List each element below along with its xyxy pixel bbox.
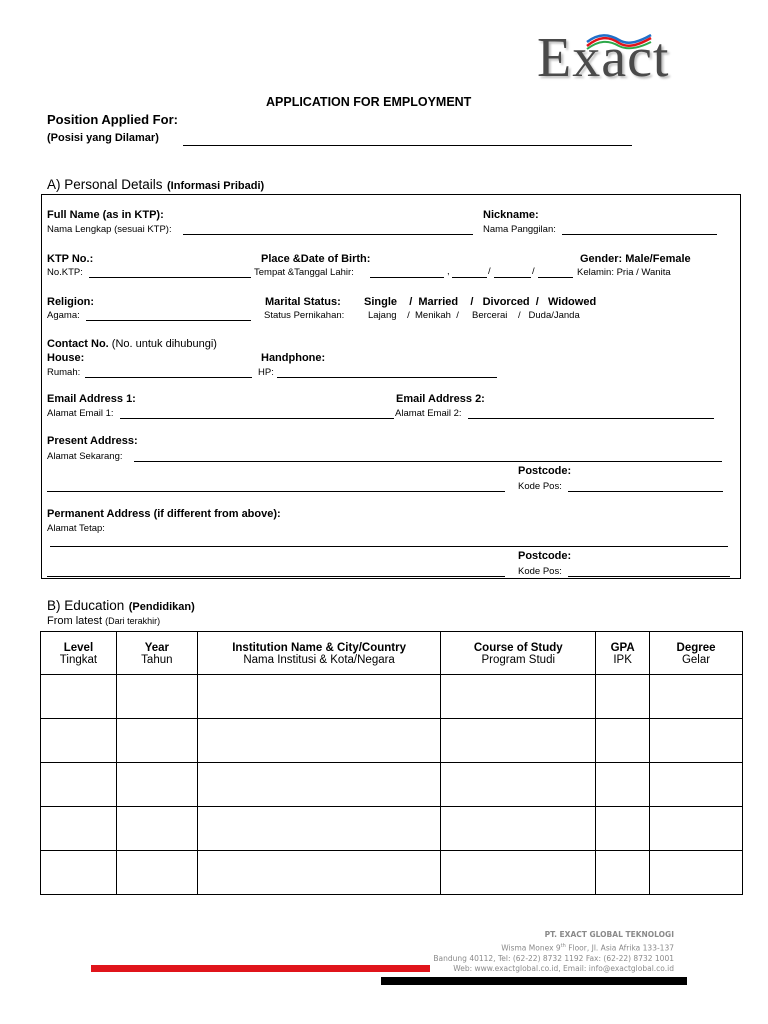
cell-gpa[interactable] [596,675,650,719]
email1-sublabel: Alamat Email 1: [47,408,114,419]
present-address-label: Present Address: [47,435,138,447]
cell-course[interactable] [441,807,596,851]
postcode2-input-line[interactable] [568,576,730,577]
education-row [41,675,743,719]
cell-gpa[interactable] [596,763,650,807]
footer-address-1: Wisma Monex 9th Floor, Jl. Asia Afrika 133-137 [501,942,674,952]
cell-course[interactable] [441,851,596,895]
education-table [40,631,743,895]
order-note-sub: (Dari terakhir) [105,616,161,626]
cell-degree[interactable] [650,763,743,807]
handphone-input-line[interactable] [277,377,497,378]
cell-level[interactable] [41,851,117,895]
birth-sublabel: Tempat &Tanggal Lahir: [254,267,354,278]
nickname-label: Nickname: [483,209,539,221]
cell-degree[interactable] [650,719,743,763]
email1-label: Email Address 1: [47,393,136,405]
postcode2-label: Postcode: [518,550,572,562]
cell-year[interactable] [116,851,197,895]
nickname-input-line[interactable] [562,234,717,235]
footer-black-bar [381,977,687,985]
cell-course[interactable] [441,763,596,807]
cell-institution[interactable] [197,807,441,851]
cell-gpa[interactable] [596,807,650,851]
full-name-sublabel: Nama Lengkap (sesuai KTP): [47,224,172,235]
birth-place-input-line[interactable] [370,277,444,278]
personal-details-box [41,194,741,579]
marital-label: Marital Status: [265,296,341,308]
personal-section-heading [47,176,264,194]
cell-degree[interactable] [650,807,743,851]
footer-address-2: Bandung 40112, Tel: (62-22) 8732 1192 Fax: (62-22) 8732 1001 [433,953,674,963]
ktp-sublabel: No.KTP: [47,267,83,278]
birth-slash-1: / [488,266,491,277]
order-note-text: From latest [47,615,103,627]
education-row [41,719,743,763]
contact-sublabel: (No. untuk dihubungi) [111,338,217,350]
position-input-line[interactable] [183,145,632,146]
permanent-address-line-2[interactable] [47,576,505,577]
personal-heading-text: A) Personal Details [47,177,163,192]
cell-year[interactable] [116,675,197,719]
birth-label: Place &Date of Birth: [261,253,371,265]
education-section-heading [47,597,195,615]
full-name-label: Full Name (as in KTP): [47,209,164,221]
personal-heading-sub: (Informasi Pribadi) [167,180,265,192]
nickname-sublabel: Nama Panggilan: [483,224,556,235]
email2-input-line[interactable] [468,418,714,419]
postcode2-sublabel: Kode Pos: [518,566,562,577]
education-heading-sub: (Pendidikan) [128,601,195,613]
permanent-address-line-1[interactable] [50,546,728,547]
cell-degree[interactable] [650,675,743,719]
handphone-sublabel: HP: [258,367,274,378]
education-row [41,807,743,851]
contact-label: Contact No. [47,338,109,350]
contact-heading [47,338,217,350]
cell-degree[interactable] [650,851,743,895]
cell-course[interactable] [441,675,596,719]
cell-institution[interactable] [197,851,441,895]
marital-options[interactable]: Single / Married / Divorced / Widowed [364,296,597,308]
permanent-address-sublabel: Alamat Tetap: [47,523,105,534]
cell-institution[interactable] [197,719,441,763]
birth-year-input-line[interactable] [538,277,573,278]
position-label: Position Applied For: [47,112,178,127]
postcode-label: Postcode: [518,465,572,477]
religion-label: Religion: [47,296,95,308]
education-order-note [47,615,160,627]
cell-course[interactable] [441,719,596,763]
birth-comma: , [447,266,450,277]
religion-sublabel: Agama: [47,310,80,321]
gender-sublabel: Kelamin: Pria / Wanita [577,267,671,278]
cell-year[interactable] [116,763,197,807]
cell-level[interactable] [41,763,117,807]
col-degree: Degree Gelar [650,632,743,675]
col-level: Level Tingkat [41,632,117,675]
logo-text: Exact [537,27,670,89]
house-label: House: [47,352,85,364]
cell-level[interactable] [41,807,117,851]
col-gpa: GPA IPK [596,632,650,675]
cell-level[interactable] [41,719,117,763]
footer-red-bar [91,965,430,972]
postcode-sublabel: Kode Pos: [518,481,562,492]
postcode-input-line[interactable] [568,491,723,492]
birth-month-input-line[interactable] [494,277,531,278]
cell-year[interactable] [116,807,197,851]
present-address-line-1[interactable] [134,461,722,462]
handphone-label: Handphone: [261,352,326,364]
email1-input-line[interactable] [120,418,394,419]
house-phone-input-line[interactable] [85,377,252,378]
cell-gpa[interactable] [596,851,650,895]
email2-label: Email Address 2: [396,393,485,405]
ktp-label: KTP No.: [47,253,94,265]
col-course: Course of Study Program Studi [441,632,596,675]
education-header-row [41,632,743,675]
education-row [41,763,743,807]
logo-waves-icon [585,34,655,50]
birth-day-input-line[interactable] [452,277,487,278]
email2-sublabel: Alamat Email 2: [395,408,462,419]
cell-gpa[interactable] [596,719,650,763]
marital-sublabel: Status Pernikahan: [264,310,345,321]
form-title: APPLICATION FOR EMPLOYMENT [266,95,472,109]
present-address-line-2[interactable] [47,491,505,492]
full-name-input-line[interactable] [183,234,473,235]
position-sublabel: (Posisi yang Dilamar) [47,132,159,144]
present-address-sublabel: Alamat Sekarang: [47,451,123,462]
col-year: Year Tahun [116,632,197,675]
education-heading-text: B) Education [47,598,125,613]
cell-level[interactable] [41,675,117,719]
education-row [41,851,743,895]
religion-input-line[interactable] [86,320,251,321]
permanent-address-label: Permanent Address (if different from above): [47,508,281,520]
birth-slash-2: / [532,266,535,277]
marital-options-sublabel: Lajang / Menikah / Bercerai / Duda/Janda [368,310,580,321]
company-footer [433,930,674,975]
cell-institution[interactable] [197,675,441,719]
col-institution: Institution Name & City/Country Nama Institusi & Kota/Negara [197,632,441,675]
company-logo [537,27,670,89]
footer-contact: Web: www.exactglobal.co.id, Email: info@exactglobal.co.id [453,964,674,973]
cell-year[interactable] [116,719,197,763]
cell-institution[interactable] [197,763,441,807]
ktp-input-line[interactable] [89,277,251,278]
gender-label[interactable]: Gender: Male/Female [580,253,691,265]
house-sublabel: Rumah: [47,367,81,378]
footer-company: PT. EXACT GLOBAL TEKNOLOGI [544,930,674,939]
